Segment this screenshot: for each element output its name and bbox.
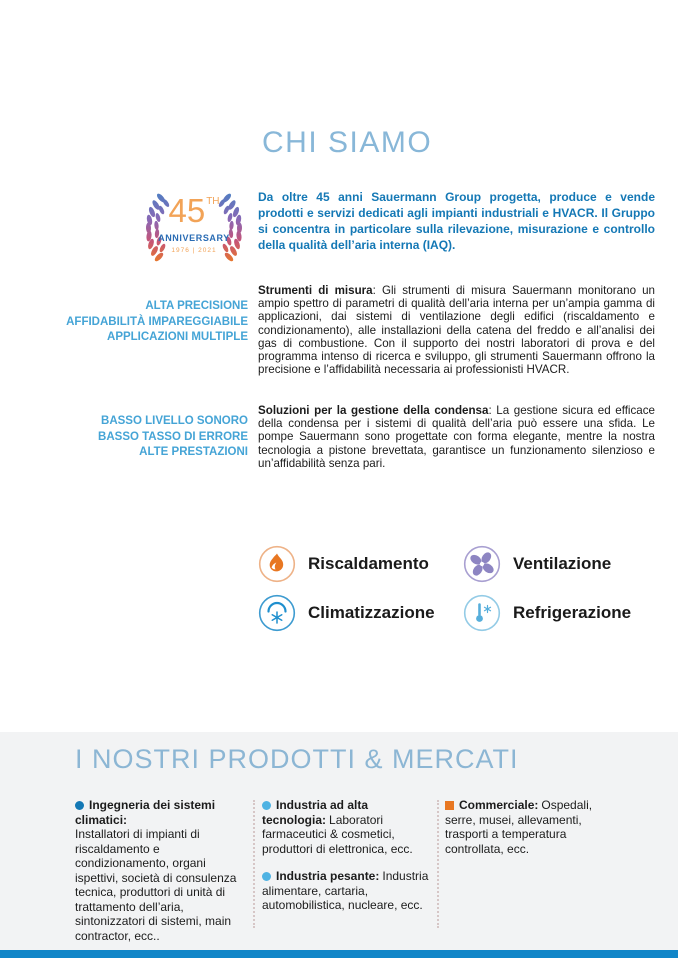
market-item-text: Laboratori farmaceutici & cosmetici, produttori di elettronica, ecc. <box>262 812 413 856</box>
footer-accent-bar <box>0 950 678 958</box>
light-blue-dot-icon <box>262 801 271 810</box>
anniversary-logo <box>142 191 246 265</box>
feature-line: BASSO TASSO DI ERRORE <box>98 430 248 443</box>
intro-paragraph: Da oltre 45 anni Sauermann Group progetta, produce e vende prodotti e servizi dedicati agli impianti industriali e HVACR. Il Gruppo si concentra in particolare sulla rilevazione, misurazione e controllo della qualità dell’aria interna (IAQ). <box>258 190 655 252</box>
market-item-title: Industria ad alta tecnologia: <box>262 798 369 827</box>
feature-line: AFFIDABILITÀ IMPAREGGIABILE <box>66 315 248 328</box>
anniversary-label: ANNIVERSARY <box>158 233 230 243</box>
paragraph-condensate-management <box>258 404 655 470</box>
market-item-title: Ingegneria dei sistemi climatici: <box>75 798 216 827</box>
products-markets-section <box>0 732 678 950</box>
anniversary-number <box>142 194 246 227</box>
application-label: Refrigerazione <box>513 603 632 622</box>
application-climatizzazione <box>258 594 435 632</box>
market-item-text: Ospedali, serre, musei, allevamenti, trasporti a temperatura controllata, ecc. <box>445 798 593 856</box>
paragraph-text: : La gestione sicura ed efficace della condensa per i sistemi di qualità dell’aria può essere una sfida. Le pompe Sauermann sono progettate con forma elegante, mentre la nostra tecnologia a pistone brevettata, garantisce un funzionamento silenzioso e un’affidabilità senza pari. <box>258 404 655 470</box>
fan-icon <box>463 545 501 583</box>
market-item-title: Industria pesante: <box>276 869 380 883</box>
snowflake-arc-icon <box>258 594 296 632</box>
market-item <box>262 869 432 913</box>
paragraph-lead: Soluzioni per la gestione della condensa <box>258 404 489 417</box>
market-column-commercial <box>445 798 623 869</box>
paragraph-measurement-instruments <box>258 284 655 376</box>
section-title: I NOSTRI PRODOTTI & MERCATI <box>75 744 519 774</box>
column-divider <box>437 800 439 928</box>
thermometer-snow-icon <box>463 594 501 632</box>
column-divider <box>253 800 255 928</box>
paragraph-text: : Gli strumenti di misura Sauermann monitorano un ampio spettro di parametri di qualità dell’aria interna per un’ampia gamma di applicazioni, dai sistemi di ventilazione degli edifici (riscaldamento e condizionamento), alle installazioni della catena del freddo e all’analisi dei gas di combustione. Con il supporto dei nostri laboratori di prova e del programma intenso di ricerca e sviluppo, gli strumenti Sauermann offrono la precisione e l’affidabilità necessaria ai professionisti HVACR. <box>258 284 656 377</box>
anniversary-number-text: 45 <box>168 192 206 229</box>
feature-line: ALTE PRESTAZIONI <box>139 446 248 458</box>
anniversary-years: 1976 | 2021 <box>171 247 217 254</box>
orange-square-icon <box>445 801 454 810</box>
application-label: Riscaldamento <box>308 554 429 573</box>
feature-line: BASSO LIVELLO SONORO <box>101 415 248 427</box>
feature-line: ALTA PRECISIONE <box>145 300 248 312</box>
market-item <box>75 798 243 827</box>
blue-dot-icon <box>75 801 84 810</box>
market-item-text: Industria alimentare, cartaria, automobilistica, nucleare, ecc. <box>262 869 429 912</box>
feature-line: APPLICAZIONI MULTIPLE <box>107 331 248 343</box>
feature-list-condensate <box>40 414 248 461</box>
flame-icon <box>258 545 296 583</box>
application-refrigerazione <box>463 594 631 632</box>
application-ventilazione <box>463 545 611 583</box>
light-blue-dot-icon <box>262 872 271 881</box>
market-item-title: Commerciale: <box>459 798 539 812</box>
market-column-industry <box>262 798 432 926</box>
market-item <box>262 798 432 856</box>
market-column-engineering <box>75 798 243 943</box>
page-title: CHI SIAMO <box>262 126 433 159</box>
anniversary-suffix: TH <box>206 196 220 207</box>
feature-list-measurement <box>40 299 248 346</box>
application-riscaldamento <box>258 545 429 583</box>
market-item <box>445 798 623 856</box>
application-label: Ventilazione <box>513 554 612 573</box>
market-item-text: Installatori di impianti di riscaldamento e condizionamento, organi ispettivi, società di consulenza tecnica, produttori di unità di trattamento dell’aria, sintonizzatori di sistemi, main contractor, ecc.. <box>75 827 237 943</box>
paragraph-lead: Strumenti di misura <box>258 284 373 297</box>
application-label: Climatizzazione <box>308 603 435 622</box>
